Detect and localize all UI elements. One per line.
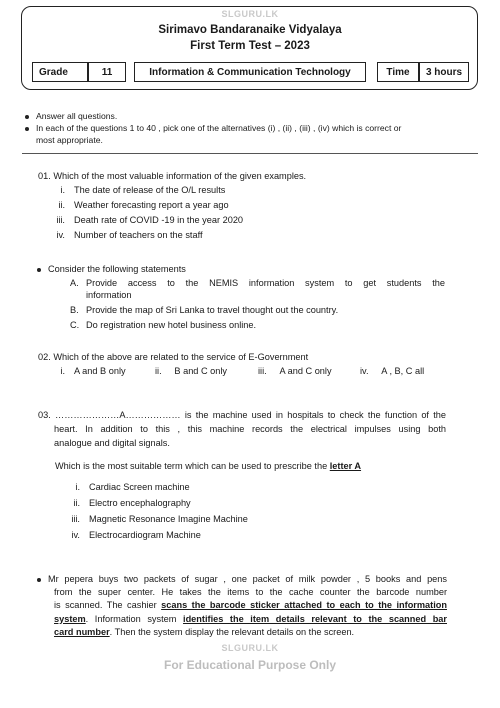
- q2-option: [45, 365, 126, 377]
- scenario-text: is scanned. The cashier: [54, 600, 162, 611]
- grade-label: Grade: [39, 66, 68, 78]
- q3-line: analogue and digital signals.: [54, 438, 170, 448]
- school-name: Sirimavo Bandaranaike Vidyalaya: [158, 24, 342, 36]
- q1-option: [45, 199, 243, 211]
- scenario-passage: [37, 573, 447, 639]
- option-text: Magnetic Resonance Imagine Machine: [89, 514, 248, 524]
- option-number: ii.: [73, 498, 80, 508]
- option-text: Death rate of COVID -19 in the year 2020: [74, 215, 244, 225]
- time-value-box: [419, 62, 469, 82]
- statements-intro: [37, 263, 186, 275]
- q3-option: [60, 529, 248, 541]
- instruction-text: In each of the questions 1 to 40 , pick one of the alternatives (i) , (ii) , (iii) , (iv) which is correct or: [36, 123, 402, 133]
- q3-line: 03. …………………A……………… is the machine used in hospitals to check the function of the: [38, 410, 446, 420]
- q3-question: [55, 460, 361, 472]
- option-text: Electrocardiogram Machine: [89, 530, 201, 540]
- option-text: Number of teachers on the staff: [74, 230, 203, 240]
- option-number: iv.: [360, 366, 369, 376]
- option-number: i.: [60, 366, 65, 376]
- q2-option: [360, 365, 424, 377]
- q2-option: [258, 365, 332, 377]
- statement-label: A.: [70, 278, 79, 288]
- option-number: iii.: [56, 215, 65, 225]
- instruction-item: [25, 122, 401, 134]
- scenario-emphasis: card number: [54, 626, 110, 637]
- q1-option: [45, 184, 243, 196]
- option-text: A , B, C all: [381, 366, 425, 376]
- instruction-item: [25, 134, 401, 146]
- divider: [22, 153, 478, 154]
- scenario-text: Mr pepera buys two packets of sugar , one packet of milk powder , 5 books and pens: [48, 574, 447, 584]
- instruction-text: Answer all questions.: [36, 111, 118, 121]
- option-number: iv.: [71, 530, 80, 540]
- statement-line: Provide access to the NEMIS information system to get students the: [86, 278, 445, 288]
- grade-label-box: [32, 62, 88, 82]
- statement-item: [70, 304, 445, 316]
- scenario-line: [37, 613, 447, 626]
- statements-intro-text: Consider the following statements: [48, 264, 186, 274]
- statement-label: C.: [70, 320, 80, 330]
- statement-label: B.: [70, 305, 79, 315]
- q1-option: [45, 214, 243, 226]
- q3-option: [60, 481, 248, 493]
- statement-item: [70, 319, 445, 331]
- scenario-text: . Information system: [85, 613, 184, 624]
- option-number: iv.: [56, 230, 65, 240]
- q2-stem: 02. Which of the above are related to the service of E-Government: [38, 352, 309, 362]
- grade-value: 11: [101, 66, 113, 78]
- option-text: Electro encephalography: [89, 498, 191, 508]
- bullet-icon: [37, 268, 41, 272]
- option-text: Cardiac Screen machine: [89, 482, 190, 492]
- q3-question-emphasis: letter A: [329, 461, 362, 471]
- scenario-emphasis: scans the barcode sticker attached to each to the information: [161, 600, 448, 611]
- option-text: Weather forecasting report a year ago: [74, 200, 229, 210]
- statement-item: [70, 277, 445, 301]
- test-title: First Term Test – 2023: [190, 40, 310, 52]
- q3-line: heart. In addition to this , this machine records the electrical impulses using both: [54, 424, 446, 434]
- statement-line: Do registration new hotel business online.: [86, 320, 257, 330]
- scenario-line: [37, 626, 447, 639]
- q3-option: [60, 513, 248, 525]
- statement-line: Provide the map of Sri Lanka to travel thought out the country.: [86, 305, 339, 315]
- bullet-icon: [37, 578, 41, 582]
- statement-line: information: [86, 290, 132, 300]
- option-number: i.: [60, 185, 65, 195]
- option-number: ii.: [58, 200, 65, 210]
- grade-value-box: [88, 62, 126, 82]
- watermark-top: SLGURU.LK: [221, 9, 279, 19]
- time-label-box: [377, 62, 419, 82]
- scenario-text: . Then the system display the relevant details on the screen.: [109, 626, 355, 637]
- option-number: iii.: [258, 366, 267, 376]
- scenario-line: [37, 573, 447, 586]
- bullet-icon: [25, 115, 29, 119]
- q1-stem: 01. Which of the most valuable information of the given examples.: [38, 171, 307, 181]
- option-number: i.: [75, 482, 80, 492]
- instructions: [25, 110, 401, 146]
- bullet-icon: [25, 127, 29, 131]
- option-text: B and C only: [174, 366, 228, 376]
- scenario-emphasis: identifies the item details relevant to the scanned bar: [183, 613, 447, 624]
- q3-options: [60, 481, 248, 541]
- time-label: Time: [386, 66, 410, 78]
- q3-passage: [38, 408, 446, 450]
- q2-option: [155, 365, 227, 377]
- statement-body: [86, 277, 445, 301]
- q1-option: [45, 229, 243, 241]
- scenario-emphasis: system: [54, 613, 86, 624]
- subject-name: Information & Communication Technology: [149, 66, 351, 78]
- q3-option: [60, 497, 248, 509]
- q3-question-text: Which is the most suitable term which can be used to prescribe the: [55, 461, 330, 471]
- option-number: iii.: [71, 514, 80, 524]
- q1-options: [45, 184, 243, 241]
- statements-list: [70, 277, 445, 331]
- instruction-text: most appropriate.: [36, 135, 103, 145]
- watermark-bottom: For Educational Purpose Only: [163, 658, 337, 672]
- option-number: ii.: [155, 366, 162, 376]
- instruction-item: [25, 110, 401, 122]
- subject-box: [134, 62, 366, 82]
- watermark-mid: SLGURU.LK: [221, 643, 279, 653]
- time-value: 3 hours: [425, 66, 463, 78]
- option-text: A and C only: [279, 366, 332, 376]
- option-text: The date of release of the O/L results: [74, 185, 226, 195]
- option-text: A and B only: [74, 366, 126, 376]
- scenario-line: [37, 599, 447, 612]
- scenario-line: from the super center. He takes the items to the cache counter the barcode number: [54, 587, 447, 598]
